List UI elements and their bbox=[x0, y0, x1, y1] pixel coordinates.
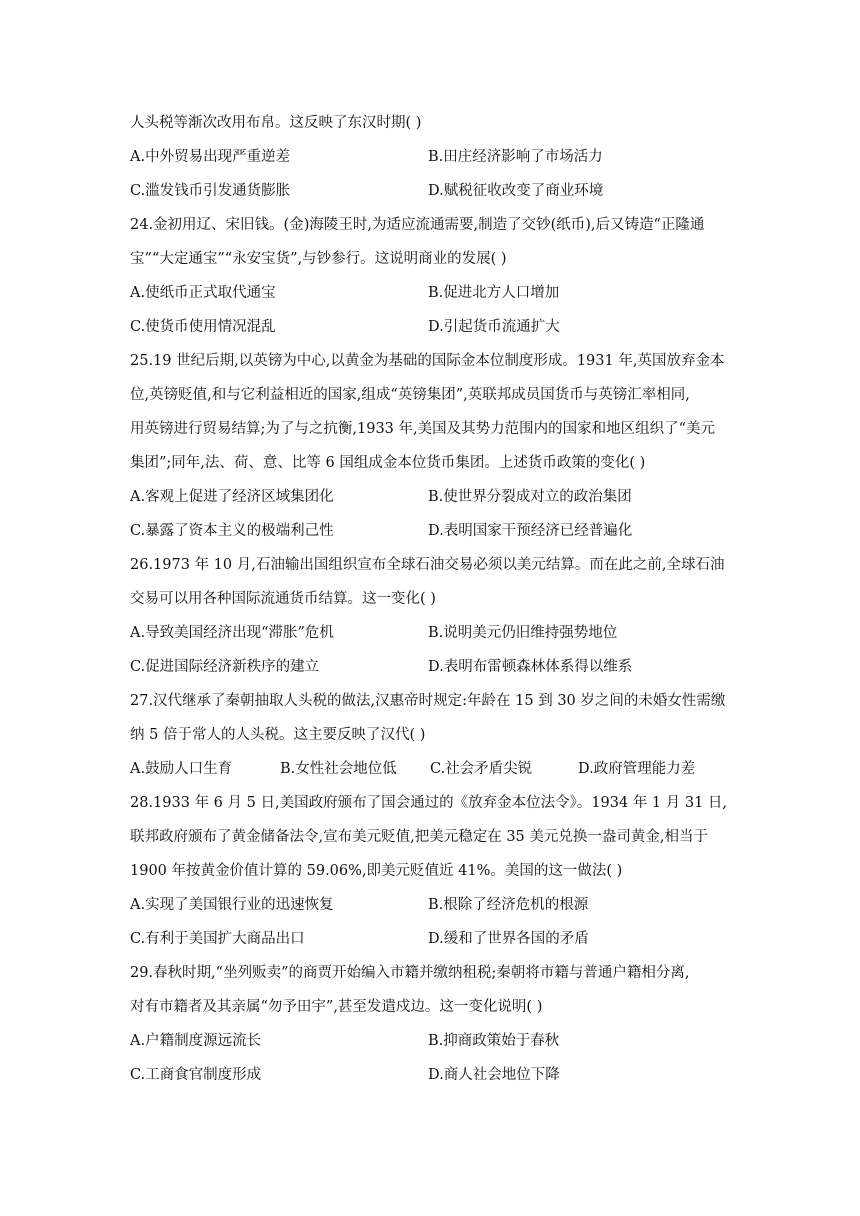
q25-stem-line-3: 用英镑进行贸易结算;为了与之抗衡,1933 年,美国及其势力范围内的国家和地区组织了“美元 bbox=[130, 421, 716, 437]
q27-option-b: B.女性社会地位低 bbox=[280, 761, 397, 777]
q24-option-a: A.使纸币正式取代通宝 bbox=[130, 285, 276, 301]
q24-option-c: C.使货币使用情况混乱 bbox=[130, 319, 276, 335]
q25-option-d: D.表明国家干预经济已经普遍化 bbox=[428, 523, 633, 539]
q29-options-row-1 bbox=[130, 1024, 735, 1058]
q23-stem-tail: 人头税等渐次改用布帛。这反映了东汉时期( ) bbox=[130, 115, 422, 131]
q29-stem-line-1: 29.春秋时期,“坐列贩卖”的商贾开始编入市籍并缴纳租税;秦朝将市籍与普通户籍相分离, bbox=[130, 965, 690, 981]
q24-option-b: B.促进北方人口增加 bbox=[428, 285, 560, 301]
q29-stem-line-2: 对有市籍者及其亲属“勿予田宇”,甚至发遣戍边。这一变化说明( ) bbox=[130, 999, 543, 1015]
q27-stem-line-2: 纳 5 倍于常人的人头税。这主要反映了汉代( ) bbox=[130, 727, 426, 743]
q29-option-d: D.商人社会地位下降 bbox=[428, 1067, 560, 1083]
q28-options-row-2 bbox=[130, 922, 735, 956]
q28-options-row-1 bbox=[130, 888, 735, 922]
q24-stem-line-2: 宝”“大定通宝”“永安宝货”,与钞参行。这说明商业的发展( ) bbox=[130, 251, 507, 267]
q27-options-row bbox=[130, 752, 735, 786]
q29-option-b: B.抑商政策始于春秋 bbox=[428, 1033, 560, 1049]
q25-options-row-1 bbox=[130, 480, 735, 514]
q26-stem-line-2: 交易可以用各种国际流通货币结算。这一变化( ) bbox=[130, 591, 436, 607]
q26-option-d: D.表明布雷顿森林体系得以维系 bbox=[428, 659, 633, 675]
q28-stem-line-2: 联邦政府颁布了黄金储备法令,宣布美元贬值,把美元稳定在 35 美元兑换一盎司黄金,相当于 bbox=[130, 829, 708, 845]
q28-option-c: C.有利于美国扩大商品出口 bbox=[130, 931, 305, 947]
q26-option-b: B.说明美元仍旧维持强势地位 bbox=[428, 625, 618, 641]
exam-page bbox=[130, 106, 735, 1092]
q27-option-d: D.政府管理能力差 bbox=[578, 761, 696, 777]
q23-option-c: C.滥发钱币引发通货膨胀 bbox=[130, 183, 291, 199]
q26-option-c: C.促进国际经济新秩序的建立 bbox=[130, 659, 320, 675]
q27-option-a: A.鼓励人口生育 bbox=[130, 761, 233, 777]
q27-stem-line-1: 27.汉代继承了秦朝抽取人头税的做法,汉惠帝时规定:年龄在 15 到 30 岁之间的未婚女性需缴 bbox=[130, 693, 726, 709]
q25-option-b: B.使世界分裂成对立的政治集团 bbox=[428, 489, 632, 505]
q29-option-a: A.户籍制度源远流长 bbox=[130, 1033, 262, 1049]
q26-stem-line-1: 26.1973 年 10 月,石油输出国组织宣布全球石油交易必须以美元结算。而在此之前,全球石油 bbox=[130, 557, 725, 573]
q26-options-row-1 bbox=[130, 616, 735, 650]
q23-option-a: A.中外贸易出现严重逆差 bbox=[130, 149, 291, 165]
q28-option-a: A.实现了美国银行业的迅速恢复 bbox=[130, 897, 334, 913]
q25-stem-line-4: 集团”;同年,法、荷、意、比等 6 国组成金本位货币集团。上述货币政策的变化( ) bbox=[130, 455, 646, 471]
q28-option-b: B.根除了经济危机的根源 bbox=[428, 897, 589, 913]
q24-stem-line-1: 24.金初用辽、宋旧钱。(金)海陵王时,为适应流通需要,制造了交钞(纸币),后又铸造“正隆通 bbox=[130, 217, 705, 233]
q28-stem-line-3: 1900 年按黄金价值计算的 59.06%,即美元贬值近 41%。美国的这一做法( ) bbox=[130, 863, 623, 879]
q23-options-row-1 bbox=[130, 140, 735, 174]
q29-options-row-2 bbox=[130, 1058, 735, 1092]
q27-option-c: C.社会矛盾尖锐 bbox=[430, 761, 533, 777]
q28-stem-line-1: 28.1933 年 6 月 5 日,美国政府颁布了国会通过的《放弃金本位法令》。1934 年 1 月 31 日, bbox=[130, 795, 728, 811]
q29-option-c: C.工商食官制度形成 bbox=[130, 1067, 262, 1083]
q25-options-row-2 bbox=[130, 514, 735, 548]
q24-options-row-1 bbox=[130, 276, 735, 310]
q23-options-row-2 bbox=[130, 174, 735, 208]
q26-options-row-2 bbox=[130, 650, 735, 684]
q25-stem-line-2: 位,英镑贬值,和与它利益相近的国家,组成“英镑集团”,英联邦成员国货币与英镑汇率相同, bbox=[130, 387, 690, 403]
q24-option-d: D.引起货币流通扩大 bbox=[428, 319, 560, 335]
q26-option-a: A.导致美国经济出现“滞胀”危机 bbox=[130, 625, 334, 641]
q24-options-row-2 bbox=[130, 310, 735, 344]
q28-option-d: D.缓和了世界各国的矛盾 bbox=[428, 931, 589, 947]
q25-option-a: A.客观上促进了经济区域集团化 bbox=[130, 489, 334, 505]
q23-option-b: B.田庄经济影响了市场活力 bbox=[428, 149, 603, 165]
q25-stem-line-1: 25.19 世纪后期,以英镑为中心,以黄金为基础的国际金本位制度形成。1931 年,英国放弃金本 bbox=[130, 353, 725, 369]
q23-option-d: D.赋税征收改变了商业环境 bbox=[428, 183, 604, 199]
q25-option-c: C.暴露了资本主义的极端利己性 bbox=[130, 523, 334, 539]
